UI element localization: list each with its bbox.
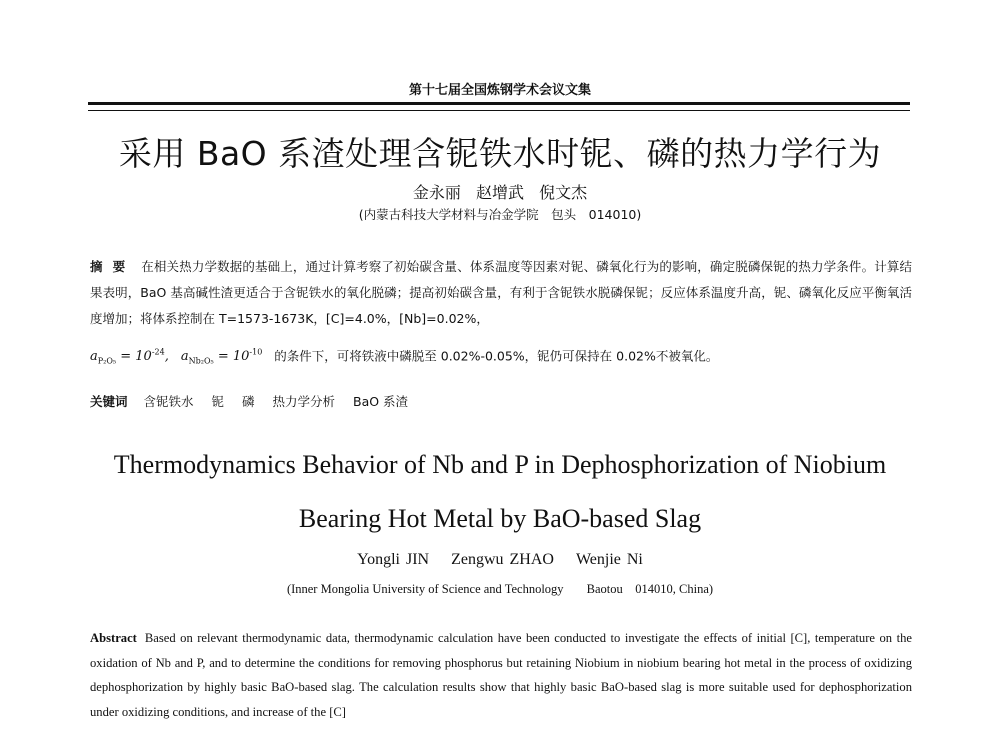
english-title bbox=[0, 438, 1000, 546]
cn-abstract-tail: 的条件下，可将铁液中磷脱至 0.02%-0.05%，铌仍可保持在 0.02%不被氧化。 bbox=[274, 348, 719, 364]
chinese-title: 采用 BaO 系渣处理含铌铁水时铌、磷的热力学行为 bbox=[118, 134, 882, 173]
abstract-formula-line bbox=[90, 340, 912, 375]
en-affiliation-institution: (Inner Mongolia University of Science and Technology bbox=[286, 582, 564, 596]
english-title-line1: Thermodynamics Behavior of Nb and P in Dephosphorization of Niobium bbox=[113, 450, 887, 479]
chinese-keywords bbox=[90, 392, 912, 410]
en-abstract-label: Abstract bbox=[90, 631, 137, 645]
en-affiliation-city: Baotou 014010, China) bbox=[586, 582, 714, 596]
keyword: BaO 系渣 bbox=[353, 394, 409, 409]
chinese-abstract bbox=[90, 254, 912, 375]
formula2-subscript: Nb₂O₅ bbox=[188, 356, 214, 366]
proceedings-header: 第十七届全国炼钢学术会议文集 bbox=[408, 83, 591, 98]
formula2-exponent: -10 bbox=[249, 348, 263, 357]
cn-author: 金永丽 bbox=[412, 183, 461, 202]
english-affiliation bbox=[0, 579, 1000, 597]
english-abstract bbox=[90, 626, 912, 724]
header-rule-thin bbox=[88, 110, 910, 111]
keyword: 热力学分析 bbox=[272, 394, 336, 409]
header-rule-thick bbox=[88, 102, 910, 105]
cn-author: 赵增武 bbox=[475, 183, 524, 202]
en-author: Zengwu ZHAO bbox=[451, 551, 554, 568]
keyword: 磷 bbox=[242, 394, 255, 409]
en-abstract-text: Based on relevant thermodynamic data, thermodynamic calculation have been conducted to investigate the effects of initial [C], temperature on the oxidation of Nb and P, and to determine the conditions for removing phosphorus but retaining Niobium in niobium bearing hot metal in the process of oxidizing dephosphorization by highly basic BaO-based slag. The calculation results show that highly basic BaO-based slag is more suitable used for dephosphorization under oxidizing conditions, and increase of the [C] bbox=[90, 631, 912, 719]
chinese-affiliation: (内蒙古科技大学材料与冶金学院 包头 014010) bbox=[358, 207, 642, 222]
formula1-subscript: P₂O₅ bbox=[97, 356, 117, 366]
cn-abstract-text: 在相关热力学数据的基础上，通过计算考察了初始碳含量、体系温度等因素对铌、磷氧化行为的影响，确定脱磷保铌的热力学条件。计算结果表明，BaO 基高碱性渣更适合于含铌铁水的氧化脱磷；提高初始碳含量，有利于含铌铁水脱磷保铌；反应体系温度升高，铌、磷氧化反应平衡氧活度增加；将体系控制在 T=1573-1673K，[C]=4.0%，[Nb]=0.02%， bbox=[90, 259, 912, 326]
chinese-authors bbox=[0, 180, 1000, 203]
english-title-line2: Bearing Hot Metal by BaO-based Slag bbox=[298, 504, 702, 533]
en-author: Wenjie Ni bbox=[575, 551, 643, 568]
formula1-exponent: -24 bbox=[151, 348, 165, 357]
keyword: 含铌铁水 bbox=[143, 394, 194, 409]
en-author: Yongli JIN bbox=[357, 551, 430, 568]
cn-author: 倪文杰 bbox=[539, 183, 588, 202]
keyword: 铌 bbox=[211, 394, 225, 409]
cn-abstract-label: 摘要 bbox=[90, 259, 136, 274]
activity-nb2o5-formula: $a_{Nb_2O_5} = 10^{-10}$ bbox=[180, 348, 263, 366]
cn-keywords-label: 关键词 bbox=[90, 394, 128, 409]
activity-p2o5-formula: $a_{P_2O_5} = 10^{-24}$, bbox=[90, 348, 169, 366]
english-authors bbox=[0, 551, 1000, 569]
